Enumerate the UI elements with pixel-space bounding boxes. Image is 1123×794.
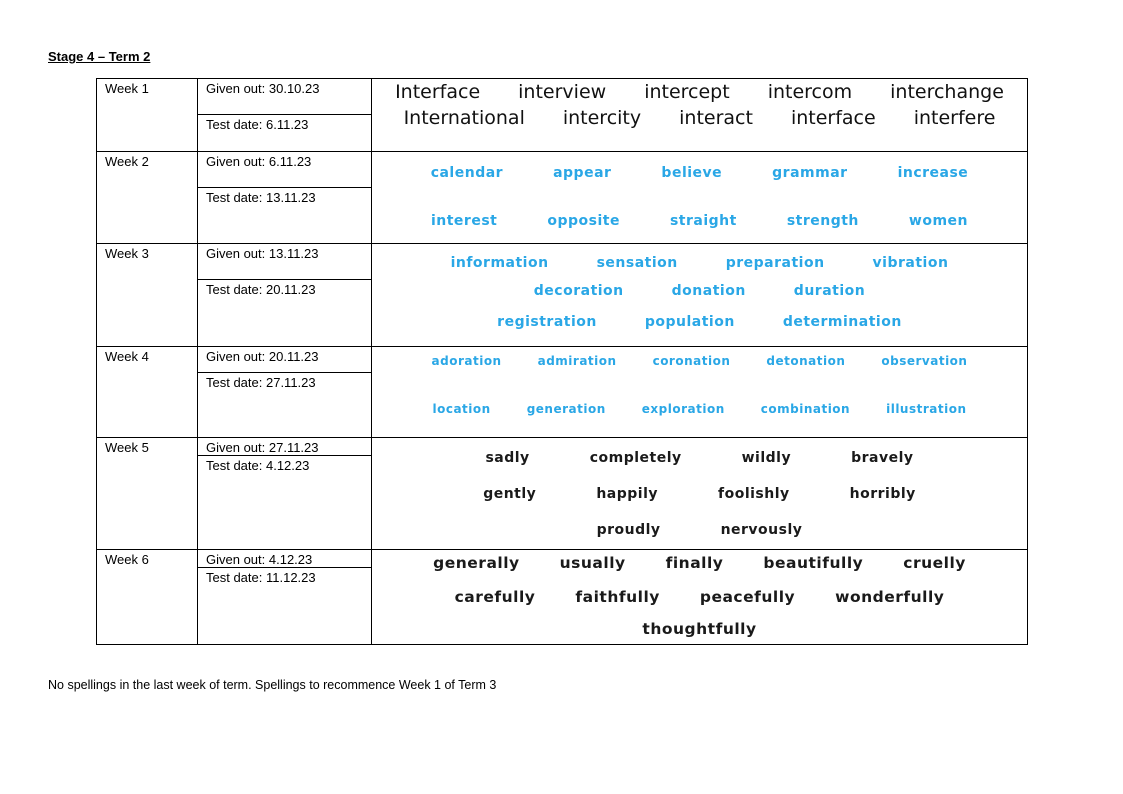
dates-cell [198, 347, 372, 438]
spelling-word: registration [497, 314, 597, 330]
week-row [97, 550, 1028, 645]
spelling-word: thoughtfully [642, 620, 757, 638]
spelling-word: interface [790, 107, 876, 129]
spelling-word: population [644, 314, 735, 330]
test-date: Test date: 20.11.23 [206, 282, 316, 297]
spelling-word-row [372, 450, 1027, 466]
week-label: Week 6 [97, 550, 198, 645]
spelling-word: information [450, 255, 549, 271]
spelling-word: interchange [890, 81, 1004, 103]
week-row [97, 438, 1028, 550]
spelling-word: combination [760, 402, 851, 416]
given-out-date: Given out: 27.11.23 [198, 438, 371, 456]
spelling-words-cell [372, 347, 1028, 438]
spelling-word: interact [679, 107, 753, 129]
spelling-word-row [372, 213, 1027, 229]
spelling-word: intercom [767, 81, 853, 103]
spelling-word: determination [782, 314, 902, 330]
given-out-date: Given out: 13.11.23 [198, 244, 371, 280]
spelling-word-row [372, 165, 1027, 181]
spelling-word-row [372, 354, 1027, 368]
spelling-word: calendar [430, 165, 504, 181]
spelling-word: interview [518, 81, 607, 103]
spelling-word: interest [430, 213, 498, 229]
spelling-word: observation [881, 354, 968, 368]
spelling-word: completely [589, 450, 682, 466]
spelling-word-row [372, 522, 1027, 538]
spelling-word: appear [553, 165, 612, 181]
spelling-word-row [372, 283, 1027, 299]
spelling-word-row [372, 588, 1027, 606]
spelling-word: peacefully [699, 588, 796, 606]
test-date: Test date: 4.12.23 [206, 458, 310, 473]
week-row [97, 152, 1028, 244]
test-date: Test date: 13.11.23 [206, 190, 316, 205]
spelling-word: women [908, 213, 969, 229]
given-out-date: Given out: 4.12.23 [198, 550, 371, 568]
spelling-words-cell [372, 438, 1028, 550]
week-label: Week 3 [97, 244, 198, 347]
spelling-word-row [372, 81, 1027, 103]
spelling-word-row [372, 486, 1027, 502]
spelling-word: increase [897, 165, 969, 181]
spelling-word: happily [596, 486, 658, 502]
spelling-word: strength [786, 213, 859, 229]
page-title: Stage 4 – Term 2 [48, 49, 151, 64]
test-date: Test date: 11.12.23 [206, 570, 316, 585]
spelling-word: finally [665, 554, 724, 572]
dates-cell [198, 79, 372, 152]
spelling-word: intercept [644, 81, 730, 103]
spelling-word-row [372, 554, 1027, 572]
spelling-word-row [372, 402, 1027, 416]
spelling-word: location [432, 402, 491, 416]
spelling-word: cruelly [903, 554, 966, 572]
spelling-word: illustration [886, 402, 967, 416]
spelling-word: admiration [537, 354, 617, 368]
spelling-word: faithfully [575, 588, 660, 606]
spelling-word-row [372, 107, 1027, 129]
spelling-word: Interface [395, 81, 481, 103]
spelling-word: nervously [720, 522, 803, 538]
week-label: Week 5 [97, 438, 198, 550]
test-date: Test date: 27.11.23 [206, 375, 316, 390]
spelling-words-cell [372, 79, 1028, 152]
spelling-word: generation [526, 402, 606, 416]
spelling-word: exploration [641, 402, 725, 416]
dates-cell [198, 244, 372, 347]
spelling-word-row [372, 620, 1027, 638]
dates-cell [198, 550, 372, 645]
spelling-word: donation [671, 283, 746, 299]
dates-cell [198, 152, 372, 244]
spelling-word: sensation [596, 255, 678, 271]
spelling-word: usually [559, 554, 626, 572]
spelling-word: horribly [849, 486, 916, 502]
spelling-words-cell [372, 550, 1028, 645]
given-out-date: Given out: 30.10.23 [198, 79, 371, 115]
spelling-word: coronation [652, 354, 731, 368]
spelling-word: believe [661, 165, 723, 181]
spelling-word: gently [483, 486, 537, 502]
spelling-word: preparation [725, 255, 825, 271]
spelling-word-row [372, 255, 1027, 271]
week-row [97, 244, 1028, 347]
spelling-word: wonderfully [835, 588, 945, 606]
spelling-word: carefully [454, 588, 536, 606]
dates-cell [198, 438, 372, 550]
spelling-word: grammar [772, 165, 848, 181]
spelling-word: detonation [766, 354, 846, 368]
given-out-date: Given out: 20.11.23 [198, 347, 371, 373]
spelling-schedule-table [96, 78, 1028, 645]
week-row [97, 347, 1028, 438]
footer-note: No spellings in the last week of term. Spellings to recommence Week 1 of Term 3 [48, 678, 497, 692]
spelling-word: vibration [872, 255, 949, 271]
week-row [97, 79, 1028, 152]
week-label: Week 2 [97, 152, 198, 244]
test-date: Test date: 6.11.23 [206, 117, 309, 132]
spelling-word: beautifully [763, 554, 864, 572]
spelling-word: International [403, 107, 525, 129]
spelling-word: wildly [741, 450, 792, 466]
spelling-word: straight [669, 213, 737, 229]
spelling-word: adoration [431, 354, 502, 368]
spelling-word-row [372, 314, 1027, 330]
spelling-word: bravely [851, 450, 914, 466]
spelling-word: generally [433, 554, 520, 572]
spelling-word: duration [793, 283, 866, 299]
spelling-word: decoration [533, 283, 624, 299]
given-out-date: Given out: 6.11.23 [198, 152, 371, 188]
week-label: Week 4 [97, 347, 198, 438]
spelling-word: intercity [562, 107, 642, 129]
spelling-word: interfere [913, 107, 996, 129]
spelling-word: proudly [596, 522, 661, 538]
spelling-words-cell [372, 152, 1028, 244]
spelling-word: sadly [485, 450, 530, 466]
week-label: Week 1 [97, 79, 198, 152]
spelling-words-cell [372, 244, 1028, 347]
spelling-word: foolishly [718, 486, 790, 502]
spelling-word: opposite [547, 213, 620, 229]
